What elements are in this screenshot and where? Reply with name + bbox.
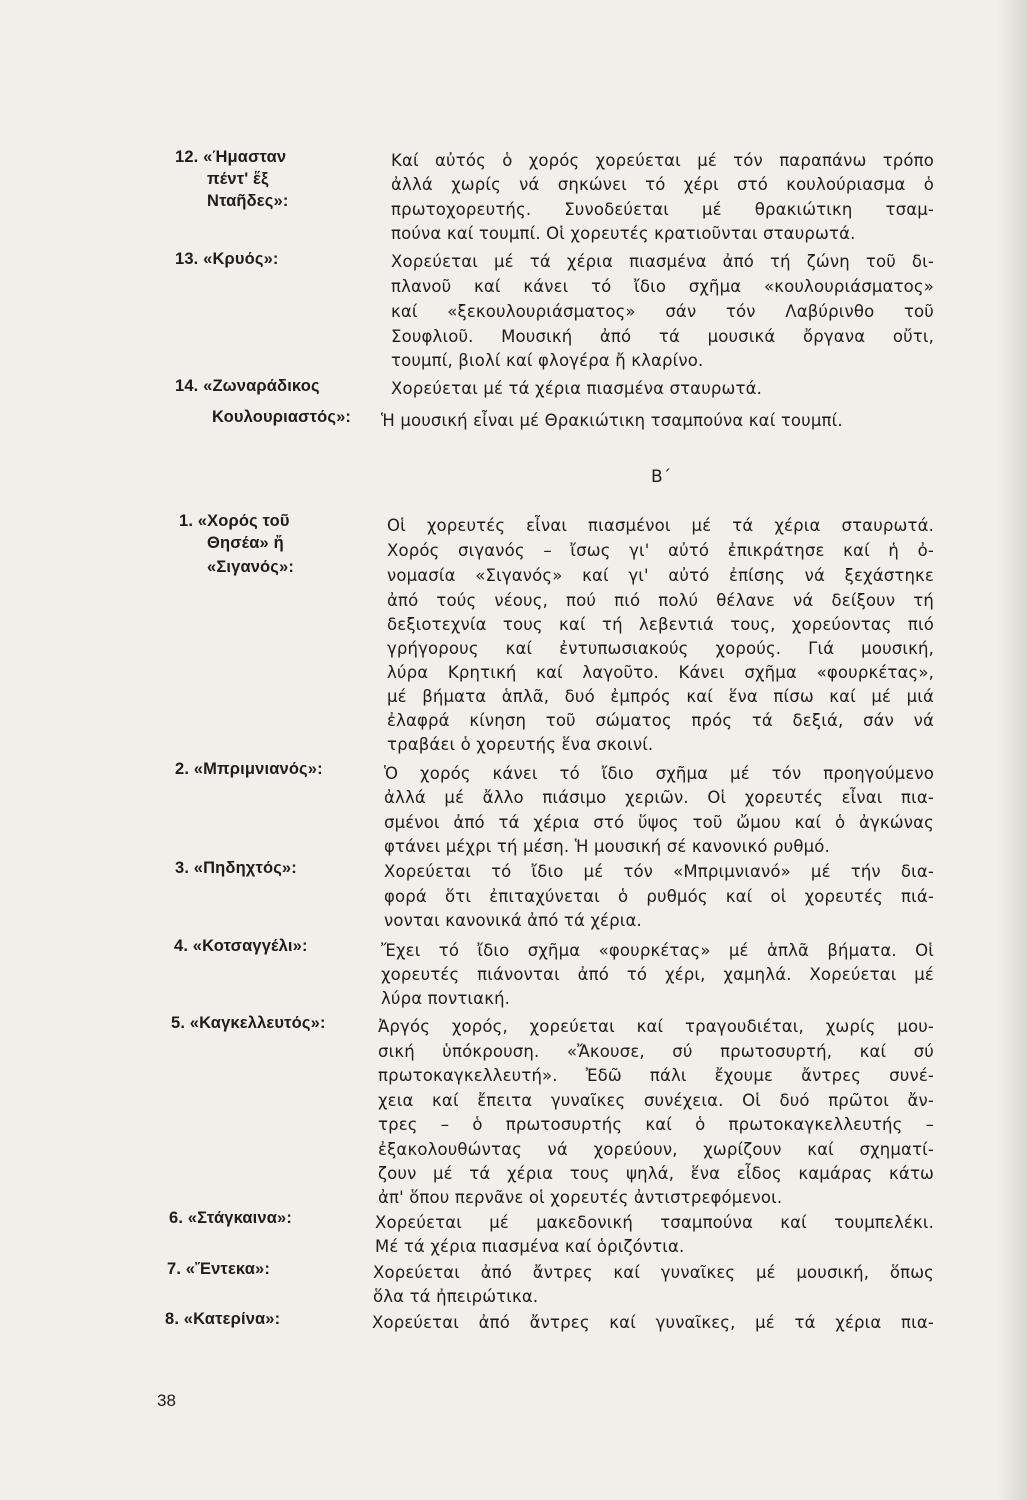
entry-b7-text-line-1: Χορεύεται ἀπό ἄντρες καί γυναῖκες μέ μουσική, ὅπως (373, 1263, 934, 1282)
entry-b1-text-line-3: νομασία «Σιγανός» καί γι' αὐτό ἐπίσης νά ξεχάστηκε (387, 566, 934, 585)
entry-b5-text-line-1: Ἀργός χορός, χορεύεται καί τραγουδιέται, χωρίς μου- (378, 1017, 934, 1036)
entry-b4-text-line-2: χορευτές πιάνονται ἀπό τό χέρι, χαμηλά. Χορεύεται μέ (381, 965, 934, 984)
entry-b6-text-line-2: Μέ τά χέρια πιασμένα καί ὁριζόντια. (375, 1237, 685, 1256)
entry-b5-text-line-8: ἀπ' ὅπου περνᾶνε οἱ χορευτές ἀντιστρεφόμενοι. (378, 1188, 783, 1207)
entry-b2-text-line-3: σμένοι ἀπό τά χέρια στό ὕψος τοῦ ὤμου καί ὁ ἀγκώνας (384, 813, 934, 832)
page-number: 38 (157, 1391, 176, 1410)
entry-b2-text-line-1: Ὁ χορός κάνει τό ἴδιο σχῆμα μέ τόν προηγούμενο (384, 764, 934, 783)
entry-b6-text-line-1: Χορεύεται μέ μακεδονική τσαμπούνα καί τουμπελέκι. (375, 1213, 934, 1232)
entry-b5-text-line-7: ζουν μέ τά χέρια τους ψηλά, ἕνα εἶδος καμάρας κάτω (378, 1164, 934, 1183)
entry-14-label-line-2: Κουλουριαστός»: (212, 408, 352, 426)
entry-b2-text-line-2: ἀλλά μέ ἄλλο πιάσιμο χεριῶν. Οἱ χορευτές εἶναι πια- (384, 788, 934, 807)
entry-12-text-line-2: ἀλλά χωρίς νά σηκώνει τό χέρι στό κουλούριασμα ὁ (391, 175, 934, 194)
entry-b1-text-line-9: ἐλαφρά κίνηση τοῦ σώματος πρός τά δεξιά, σάν νά (387, 711, 934, 730)
entry-b1-text-line-4: ἀπό τούς νέους, πού πιό πολύ θέλανε νά δείξουν τή (387, 591, 934, 610)
entry-b7-label: 7. «Ἔντεκα»: (167, 1260, 270, 1278)
entry-b1-text-line-7: λύρα Κρητική καί λαγοῦτο. Κάνει σχῆμα «φουρκέτας», (387, 663, 934, 682)
entry-b3-label: 3. «Πηδηχτός»: (175, 859, 297, 877)
entry-14-text-line-2: Ἡ μουσική εἶναι μέ Θρακιώτικη τσαμπούνα καί τουμπί. (381, 411, 843, 430)
entry-b5-text-line-5: τρες – ὁ πρωτοσυρτής καί ὁ πρωτοκαγκελλευτής – (378, 1115, 934, 1134)
entry-b1-text-line-8: μέ βήματα ἁπλᾶ, δυό ἐμπρός καί ἕνα πίσω καί μέ μιά (387, 687, 934, 706)
entry-13-text-line-3: καί «ξεκουλουριάσματος» σάν τόν Λαβύρινθο τοῦ (391, 302, 934, 321)
entry-b1-text-line-1: Οἱ χορευτές εἶναι πιασμένοι μέ τά χέρια σταυρωτά. (387, 516, 934, 535)
entry-b2-label: 2. «Μπριμνιανός»: (175, 760, 323, 778)
entry-b4-text-line-3: λύρα ποντιακή. (381, 989, 511, 1008)
entry-b7-text-line-2: ὅλα τά ἠπειρώτικα. (373, 1287, 539, 1306)
entry-13-label: 13. «Κρυός»: (175, 250, 279, 268)
entry-b3-text-line-3: νονται κανονικά ἀπό τά χέρια. (384, 911, 642, 930)
entry-12-text-line-4: πούνα καί τουμπί. Οἱ χορευτές κρατιοῦνται σταυρωτά. (391, 224, 856, 243)
entry-b8-text-line-1: Χορεύεται ἀπό ἄντρες καί γυναῖκες, μέ τά χέρια πια- (372, 1313, 934, 1332)
entry-b1-text-line-5: δεξιοτεχνία τους καί τή λεβεντιά τους, χορεύοντας πιό (387, 615, 934, 634)
entry-b4-label: 4. «Κοτσαγγέλι»: (174, 937, 308, 955)
entry-12-label-line-1: 12. «Ήμασταν (175, 148, 287, 166)
entry-b2-text-line-4: φτάνει μέχρι τή μέση. Ἡ μουσική σέ κανονικό ρυθμό. (384, 837, 830, 856)
entry-b4-text-line-1: Ἔχει τό ἴδιο σχῆμα «φουρκέτας» μέ ἁπλᾶ βήματα. Οἱ (381, 941, 934, 960)
entry-b5-label: 5. «Καγκελλευτός»: (171, 1014, 326, 1032)
entry-b5-text-line-6: ἐξακολουθώντας νά χορεύουν, χωρίζουν καί σχηματί- (378, 1140, 934, 1159)
entry-b1-label-line-2: Θησέα» ἤ (207, 534, 284, 552)
entry-b5-text-line-4: χεια καί ἔπειτα γυναῖκες συνέχεια. Οἱ δυό πρῶτοι ἄν- (378, 1091, 934, 1110)
entry-b8-label: 8. «Κατερίνα»: (165, 1310, 281, 1328)
entry-b3-text-line-1: Χορεύεται τό ἴδιο μέ τόν «Μπριμνιανό» μέ τήν δια- (384, 862, 934, 881)
entry-b6-label: 6. «Στάγκαινα»: (169, 1209, 292, 1227)
entry-13-text-line-4: Σουφλιοῦ. Μουσική ἀπό τά μουσικά ὄργανα οὔτι, (391, 327, 934, 346)
entry-12-text-line-1: Καί αὐτός ὁ χορός χορεύεται μέ τόν παραπάνω τρόπο (391, 151, 934, 170)
entry-13-text-line-1: Χορεύεται μέ τά χέρια πιασμένα ἀπό τή ζώνη τοῦ δι- (391, 252, 934, 271)
entry-12-text-line-3: πρωτοχορευτής. Συνοδεύεται μέ θρακιώτικη τσαμ- (391, 200, 934, 219)
entry-12-label-line-3: Νταῆδες»: (207, 192, 289, 210)
entry-14-label-line-1: 14. «Ζωναράδικος (175, 377, 320, 395)
entry-b1-text-line-6: γρήγορους καί ἐντυπωσιακούς χορούς. Γιά μουσική, (387, 639, 934, 658)
entry-b5-text-line-3: πρωτοκαγκελλευτή». Ἐδῶ πάλι ἔχουμε ἄντρες συνέ- (378, 1066, 934, 1085)
entry-b1-label-line-3: «Σιγανός»: (207, 558, 294, 576)
entry-12-label-line-2: πέντ' ἕξ (207, 170, 269, 188)
entry-13-text-line-5: τουμπί, βιολί καί φλογέρα ἤ κλαρίνο. (391, 351, 704, 370)
entry-b1-label-line-1: 1. «Χορός τοῦ (179, 512, 290, 530)
entry-13-text-line-2: πλανοῦ καί κάνει τό ἴδιο σχῆμα «κουλουριάσματος» (391, 277, 934, 296)
entry-b3-text-line-2: φορά ὅτι ἐπιταχύνεται ὁ ρυθμός καί οἱ χορευτές πιά- (384, 887, 934, 906)
page-edge-shadow (997, 0, 1027, 1500)
section-marker: Β΄ (651, 467, 672, 487)
entry-14-text-line-1: Χορεύεται μέ τά χέρια πιασμένα σταυρωτά. (391, 379, 763, 398)
entry-b1-text-line-2: Χορός σιγανός – ἴσως γι' αὐτό ἐπικράτησε καί ἡ ὀ- (387, 541, 934, 560)
entry-b5-text-line-2: σική ὑπόκρουση. «Ἄκουσε, σύ πρωτοσυρτή, καί σύ (378, 1042, 934, 1061)
entry-b1-text-line-10: τραβάει ὁ χορευτής ἕνα σκοινί. (387, 735, 654, 754)
